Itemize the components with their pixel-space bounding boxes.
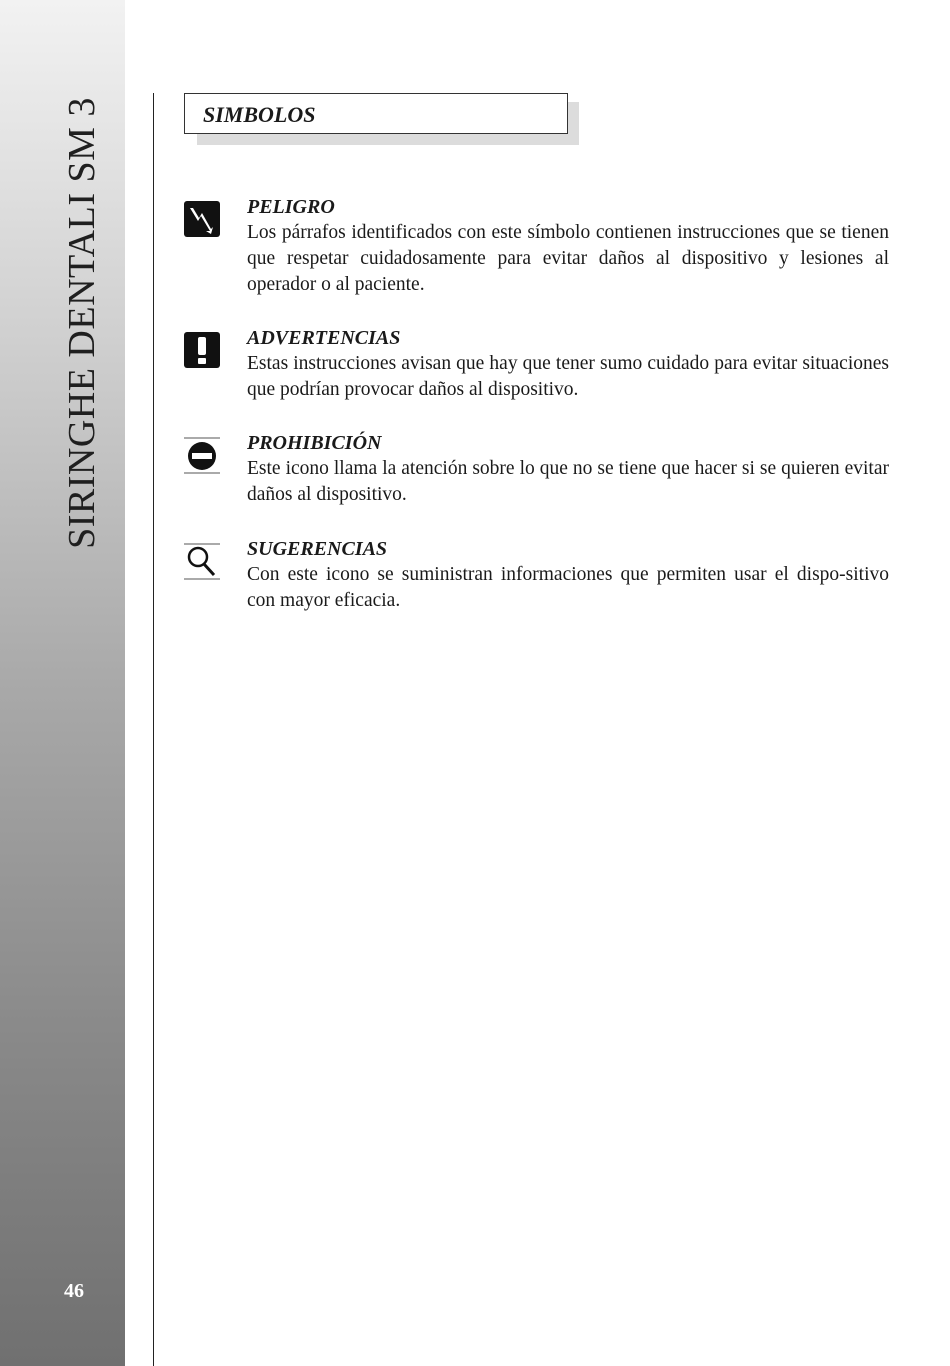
entry-body: Este icono llama la atención sobre lo que no se tiene que hacer si se quieren evitar daños al dispositivo. [247,458,889,505]
danger-lightning-icon [183,200,221,238]
vertical-rule [153,93,154,1366]
entry-title: SUGERENCIAS [247,538,388,560]
entry-title: PROHIBICIÓN [247,432,382,454]
page-number: 46 [64,1280,84,1302]
section-heading-box [184,93,568,134]
section-heading: SIMBOLOS [203,102,316,127]
exclamation-warning-icon [183,331,221,369]
entry-body: Estas instrucciones avisan que hay que tener sumo cuidado para evitar situaciones que podrían provocar daños al dispositivo. [247,353,889,400]
entry-body: Los párrafos identificados con este símbolo contienen instrucciones que se tienen que respetar cuidadosamente para evitar daños al dispositivo y lesiones al operador o al paciente. [247,222,889,295]
no-entry-prohibition-icon [183,436,221,474]
entry-title: ADVERTENCIAS [247,327,401,349]
entry-body: Con este icono se suministran informaciones que permiten usar el dispo-sitivo con mayor eficacia. [247,564,889,611]
magnifier-suggestion-icon [183,542,221,580]
entry-title: PELIGRO [247,196,335,218]
manual-title: SIRINGHE DENTALI SM 3 [61,97,103,549]
